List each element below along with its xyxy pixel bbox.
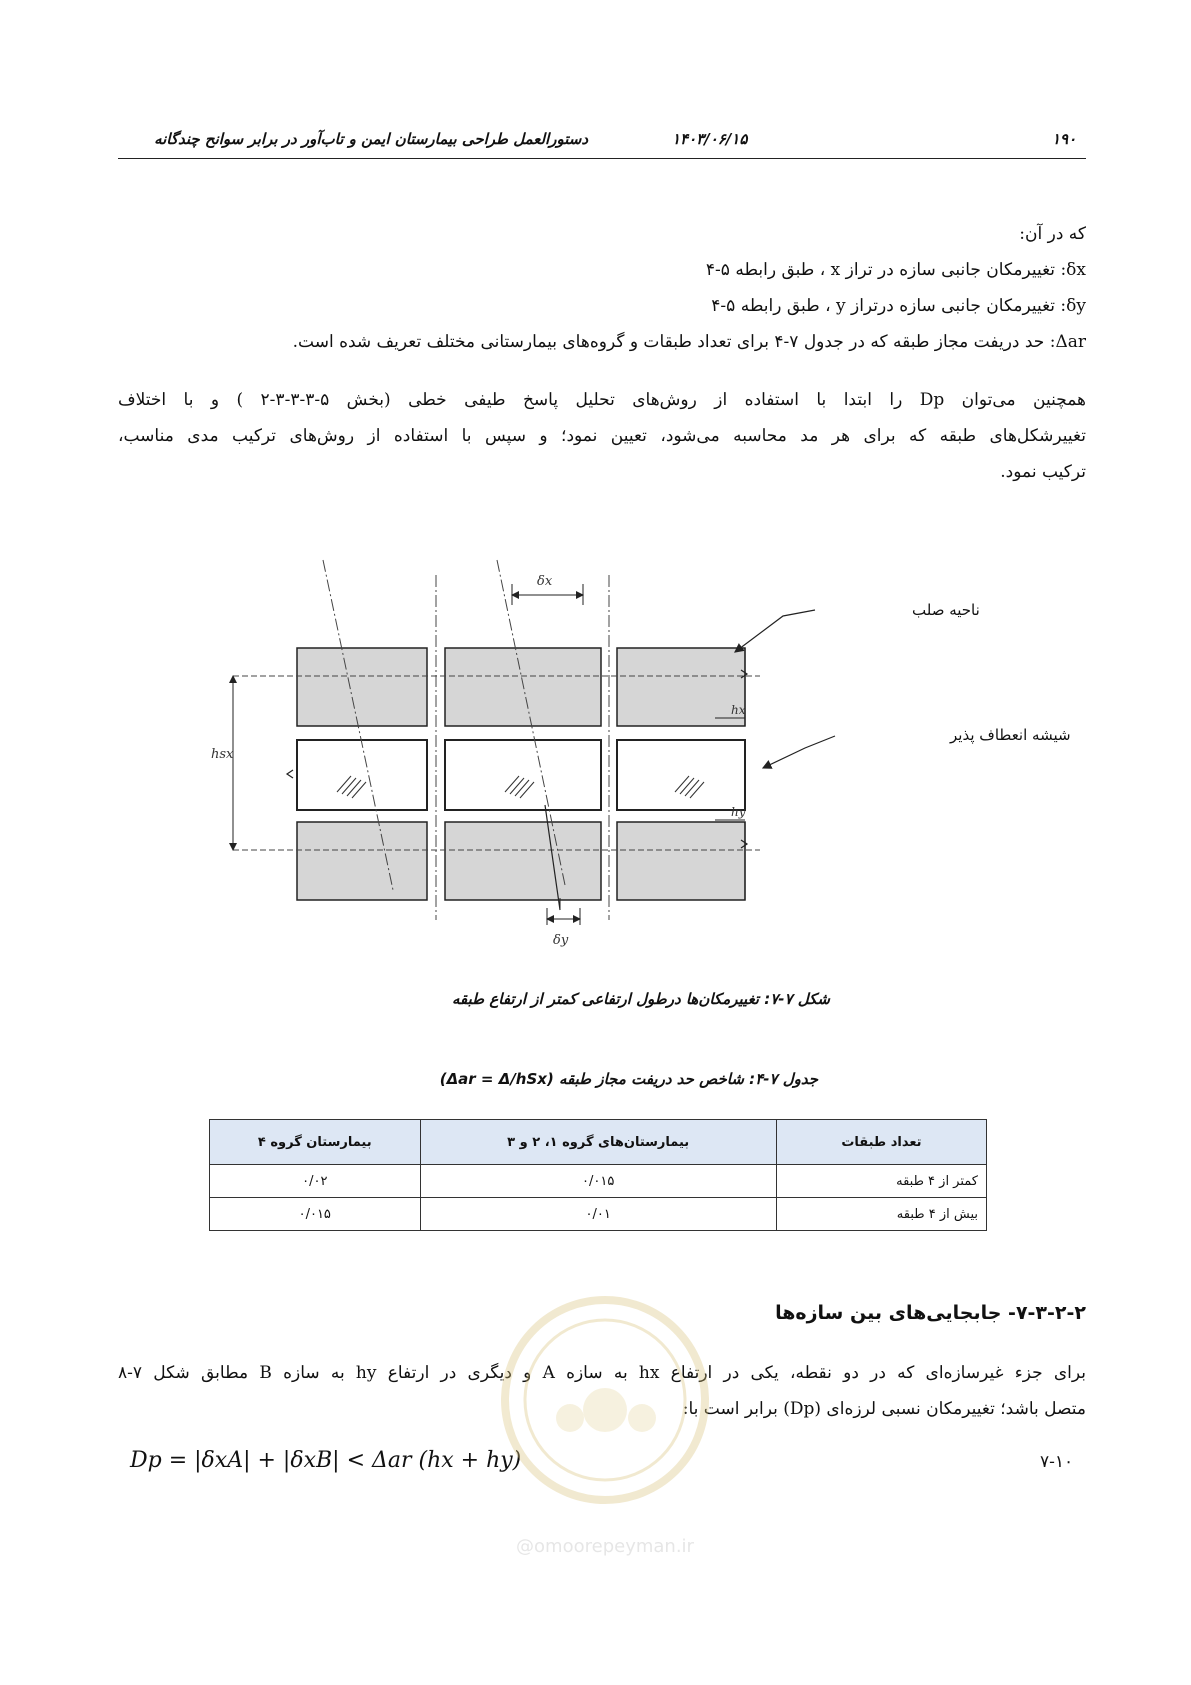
hx-label: hx bbox=[731, 703, 746, 717]
hy-label: hy bbox=[731, 805, 746, 819]
paragraph-line: همچنین می‌توان Dp را ابتدا با استفاده از روش‌های تحلیل پاسخ طیفی خطی (بخش ۵-۳-۳-۳-۲ ) و با اختلاف bbox=[118, 390, 1086, 410]
header-title: دستورالعمل طراحی بیمارستان ایمن و تاب‌آور در برابر سوانح چندگانه bbox=[154, 130, 588, 148]
table-caption: جدول ۷-۴: شاخص حد دریفت مجاز طبقه (Δar = Δ/hSx) bbox=[439, 1070, 818, 1088]
hsx-label: hsx bbox=[211, 747, 234, 762]
glass-mid bbox=[445, 740, 601, 810]
paragraph-line: تغییرشکل‌های طبقه که برای هر مد محاسبه می‌شود، تعیین نمود؛ و سپس با استفاده از روش‌های ترکیب مدی مناسب، bbox=[118, 426, 1086, 446]
glass-left bbox=[297, 740, 427, 810]
slab-top-right bbox=[617, 648, 745, 726]
definition-delta-x: δx: تغییرمکان جانبی سازه در تراز x ، طبق رابطه ۵-۴ bbox=[705, 260, 1086, 280]
definition-delta-y: δy: تغییرمکان جانبی سازه درتراز y ، طبق رابطه ۵-۴ bbox=[711, 296, 1086, 316]
table-row bbox=[210, 1165, 987, 1198]
page-number: ۱۹۰ bbox=[1052, 130, 1077, 148]
table-cell: ۰/۰۱۵ bbox=[420, 1165, 776, 1198]
table-cell: کمتر از ۴ طبقه bbox=[776, 1165, 986, 1198]
definitions-intro: که در آن: bbox=[1019, 224, 1086, 244]
table-row bbox=[210, 1198, 987, 1231]
watermark-seal bbox=[490, 1290, 720, 1570]
slab-label: ناحیه صلب bbox=[912, 601, 980, 619]
glass-right bbox=[617, 740, 745, 810]
header-date: ۱۴۰۳/۰۶/۱۵ bbox=[672, 130, 748, 148]
paragraph-line: برای جزء غیرسازه‌ای که در دو نقطه، یکی در ارتفاع hx به سازه A و دیگری در ارتفاع hy به سازه B مطابق شکل ۷-۸ bbox=[118, 1363, 1086, 1383]
table-header-row bbox=[210, 1120, 987, 1165]
glass-leader bbox=[763, 736, 835, 768]
paragraph bbox=[118, 382, 1086, 490]
table-header-cell: بیمارستان گروه ۴ bbox=[210, 1120, 421, 1165]
slab-leader bbox=[735, 610, 815, 652]
slab-top-mid bbox=[445, 648, 601, 726]
paragraph-line: ترکیب نمود. bbox=[1000, 462, 1086, 482]
drift-figure bbox=[211, 574, 1071, 965]
slab-top-left bbox=[297, 648, 427, 726]
slab-bottom-mid bbox=[445, 822, 601, 900]
header-rule bbox=[118, 158, 1086, 159]
figure-caption: شکل ۷-۷: تغییرمکان‌ها درطول ارتفاعی کمتر از ارتفاع طبقه bbox=[452, 990, 830, 1008]
definition-delta-ar: Δar: حد دریفت مجاز طبقه که در جدول ۷-۴ برای تعداد طبقات و گروه‌های بیمارستانی مختلف تعریف شده است. bbox=[292, 332, 1086, 352]
delta-y-label: δy bbox=[553, 933, 569, 948]
paragraph-line: متصل باشد؛ تغییرمکان نسبی لرزه‌ای (Dp) برابر است با: bbox=[682, 1399, 1086, 1419]
equation-number: ۷-۱۰ bbox=[1040, 1452, 1074, 1472]
delta-x-label: δx bbox=[537, 574, 553, 589]
equation-formula: Dp = |δxA| + |δxB| < Δar (hx + hy) bbox=[130, 1448, 522, 1473]
glass-label: شیشه انعطاف پذیر bbox=[950, 726, 1071, 744]
section-title: ۷-۳-۲-۲- جابجایی‌های بین سازه‌ها bbox=[775, 1302, 1086, 1324]
watermark-text: @omoorepeyman.ir bbox=[516, 1536, 694, 1557]
definitions bbox=[118, 216, 1086, 360]
slab-bottom-right bbox=[617, 822, 745, 900]
table-cell: بیش از ۴ طبقه bbox=[776, 1198, 986, 1231]
table-header-cell: بیمارستان‌های گروه ۱، ۲ و ۳ bbox=[420, 1120, 776, 1165]
drift-limit-table bbox=[209, 1119, 987, 1231]
table-cell: ۰/۰۱ bbox=[420, 1198, 776, 1231]
slab-bottom-left bbox=[297, 822, 427, 900]
table-cell: ۰/۰۲ bbox=[210, 1165, 421, 1198]
table-header-cell: تعداد طبقات bbox=[776, 1120, 986, 1165]
table-cell: ۰/۰۱۵ bbox=[210, 1198, 421, 1231]
